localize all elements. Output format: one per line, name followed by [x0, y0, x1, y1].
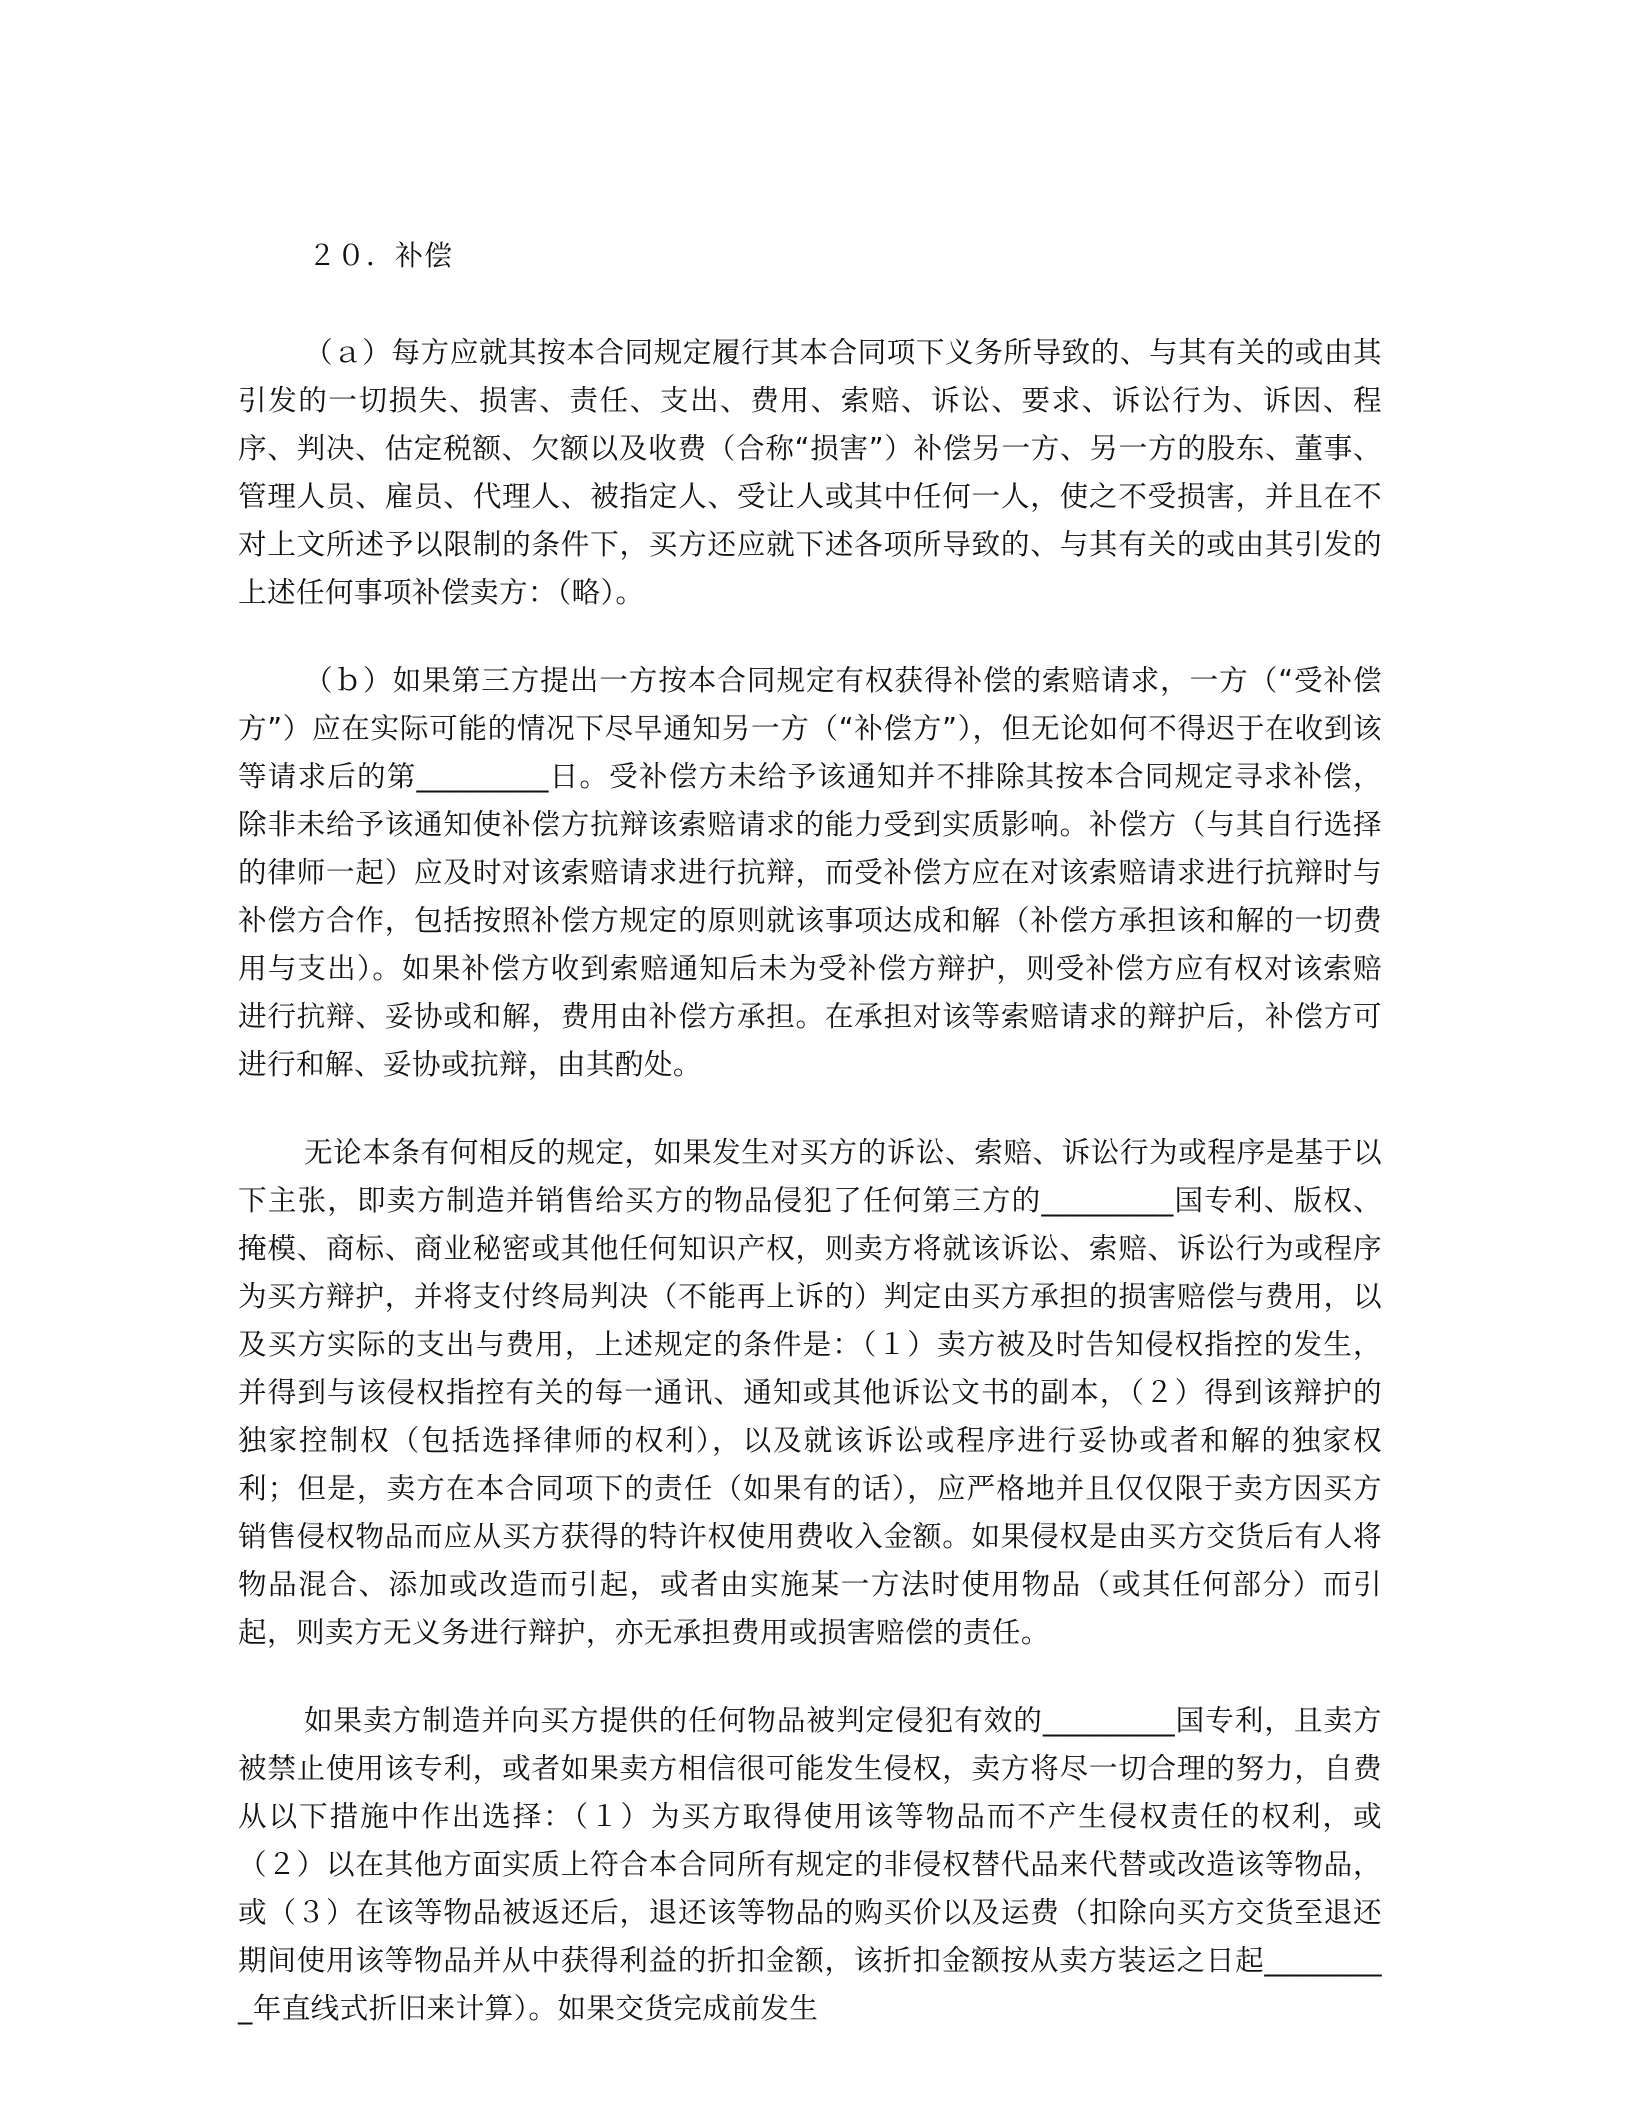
paragraph-b: （ｂ）如果第三方提出一方按本合同规定有权获得补偿的索赔请求，一方（“受补偿方”）应在实际可能的情况下尽早通知另一方（“补偿方”），但无论如何不得迟于在收到该等请求后的第_________日。受补偿方未给予该通知并不排除其按本合同规定寻求补偿，除非未给予该通知使补偿方抗辩该索赔请求的能力受到实质影响。补偿方（与其自行选择的律师一起）应及时对该索赔请求进行抗辩，而受补偿方应在对该索赔请求进行抗辩时与补偿方合作，包括按照补偿方规定的原则就该事项达成和解（补偿方承担该和解的一切费用与支出）。如果补偿方收到索赔通知后未为受补偿方辩护，则受补偿方应有权对该索赔进行抗辩、妥协或和解，费用由补偿方承担。在承担对该等索赔请求的辩护后，补偿方可进行和解、妥协或抗辩，由其酌处。: [238, 663, 1382, 1081]
paragraph-ip-defense: 无论本条有何相反的规定，如果发生对买方的诉讼、索赔、诉讼行为或程序是基于以下主张，即卖方制造并销售给买方的物品侵犯了任何第三方的_________国专利、版权、掩模、商标、商业秘密或其他任何知识产权，则卖方将就该诉讼、索赔、诉讼行为或程序为买方辩护，并将支付终局判决（不能再上诉的）判定由买方承担的损害赔偿与费用，以及买方实际的支出与费用，上述规定的条件是：（１）卖方被及时告知侵权指控的发生，并得到与该侵权指控有关的每一通讯、通知或其他诉讼文书的副本，（２）得到该辩护的独家控制权（包括选择律师的权利），以及就该诉讼或程序进行妥协或者和解的独家权利；但是，卖方在本合同项下的责任（如果有的话），应严格地并且仅仅限于卖方因买方销售侵权物品而应从买方获得的特许权使用费收入金额。如果侵权是由买方交货后有人将物品混合、添加或改造而引起，或者由实施某一方法时使用物品（或其任何部分）而引起，则卖方无义务进行辩护，亦无承担费用或损害赔偿的责任。: [238, 1135, 1382, 1649]
paragraph-patent-infringement: 如果卖方制造并向买方提供的任何物品被判定侵犯有效的_________国专利，且卖方被禁止使用该专利，或者如果卖方相信很可能发生侵权，卖方将尽一切合理的努力，自费从以下措施中作出选择：（１）为买方取得使用该等物品而不产生侵权责任的权利，或（２）以在其他方面实质上符合本合同所有规定的非侵权替代品来代替或改造该等物品，或（３）在该等物品被返还后，退还该等物品的购买价以及运费（扣除向买方交货至退还期间使用该等物品并从中获得利益的折扣金额，该折扣金额按从卖方装运之日起_________年直线式折旧来计算）。如果交货完成前发生: [238, 1703, 1382, 2025]
section-heading: ２０．补偿: [308, 239, 454, 272]
paragraph-a: （ａ）每方应就其按本合同规定履行其本合同项下义务所导致的、与其有关的或由其引发的一切损失、损害、责任、支出、费用、索赔、诉讼、要求、诉讼行为、诉因、程序、判决、估定税额、欠额以及收费（合称“损害”）补偿另一方、另一方的股东、董事、管理人员、雇员、代理人、被指定人、受让人或其中任何一人，使之不受损害，并且在不对上文所述予以限制的条件下，买方还应就下述各项所导致的、与其有关的或由其引发的上述任何事项补偿卖方：（略）。: [238, 335, 1382, 609]
document-body: [238, 232, 1382, 2032]
